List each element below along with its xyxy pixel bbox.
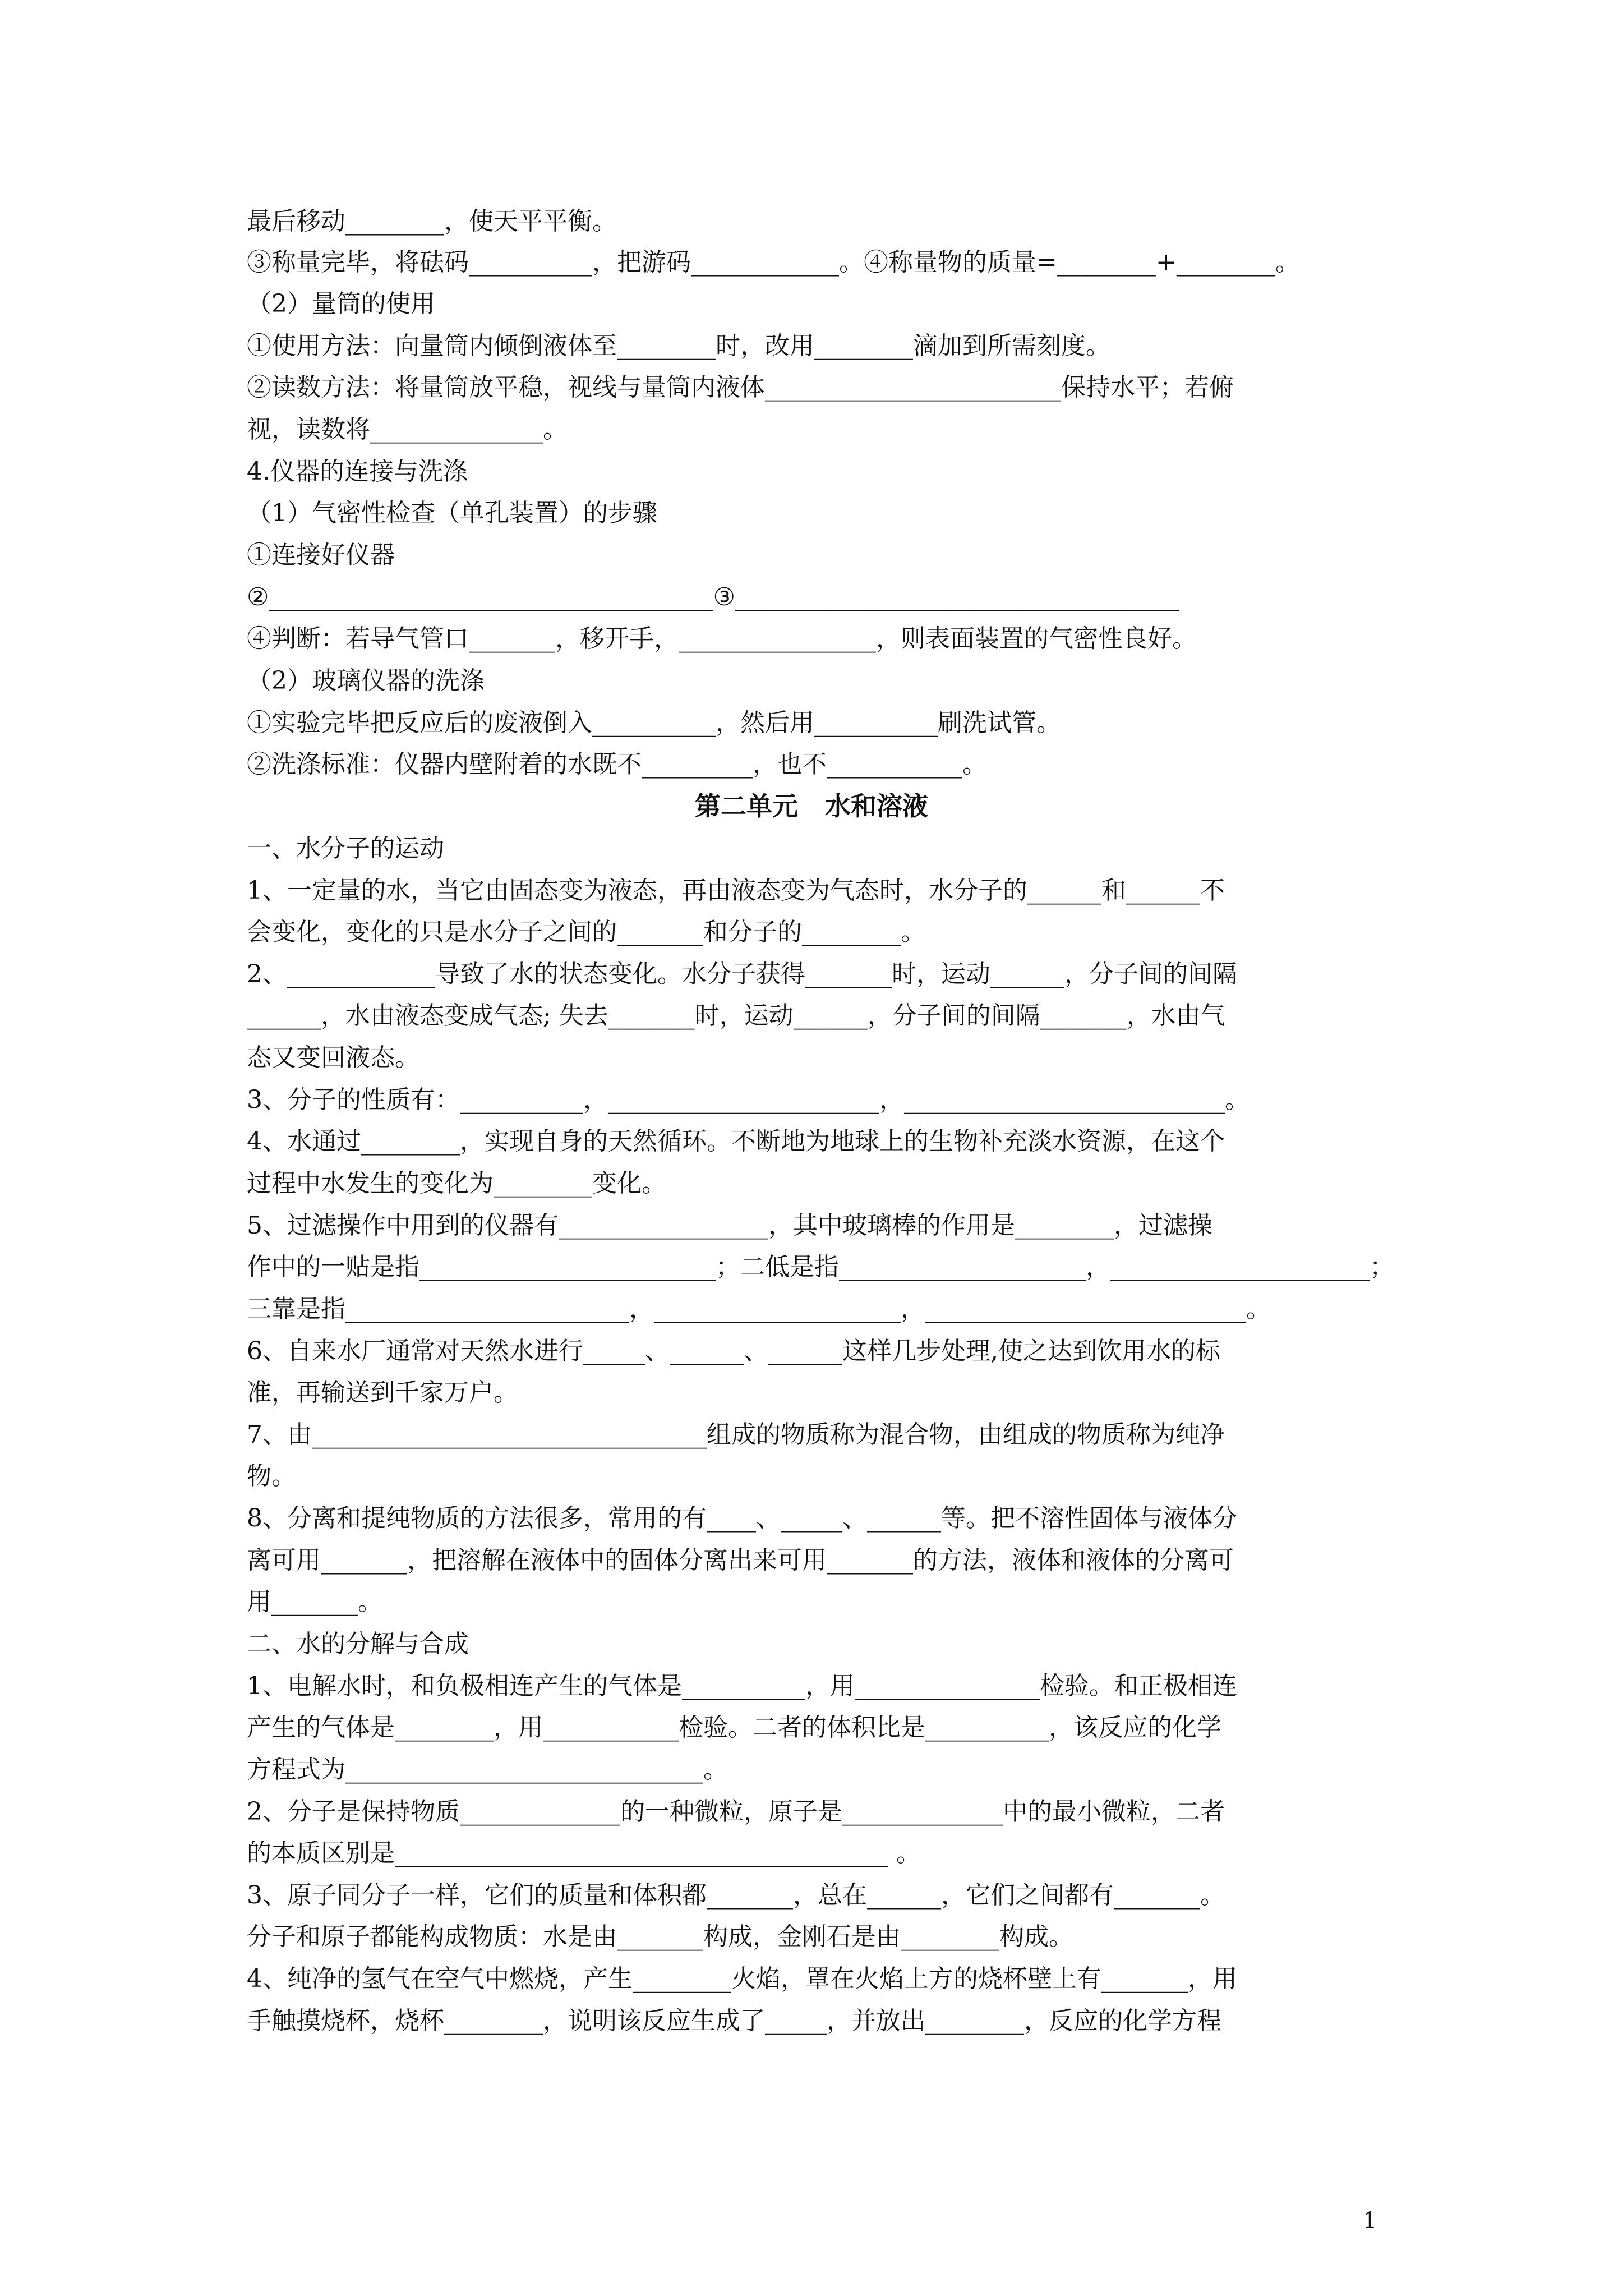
text-line: 视，读数将______________。 bbox=[247, 415, 568, 444]
text-line: （1）气密性检查（单孔装置）的步骤 bbox=[247, 499, 657, 527]
text-line: 准，再输送到千家万户。 bbox=[247, 1378, 518, 1407]
text-line: 1、电解水时，和负极相连产生的气体是__________，用_______________检验。和正极相连 bbox=[247, 1672, 1237, 1700]
text-line: 6、自来水厂通常对天然水进行_____、______、______这样几步处理,使之达到饮用水的标 bbox=[247, 1337, 1220, 1365]
text-line: 三靠是指_______________________，____________________，__________________________。 bbox=[247, 1295, 1271, 1323]
text-line: ①使用方法：向量筒内倾倒液体至________时，改用________滴加到所需刻度。 bbox=[247, 332, 1110, 360]
page-number: 1 bbox=[1363, 2208, 1377, 2234]
text-line: 1、一定量的水，当它由固态变为液态，再由液态变为气态时，水分子的______和______不 bbox=[247, 876, 1225, 905]
text-line: 3、分子的性质有：__________，______________________，__________________________。 bbox=[247, 1085, 1249, 1114]
text-line: 用_______。 bbox=[247, 1588, 382, 1616]
text-line: 5、过滤操作中用到的仪器有_________________，其中玻璃棒的作用是________，过滤操 bbox=[247, 1211, 1212, 1240]
text-line: 2、____________导致了水的状态变化。水分子获得_______时，运动______，分子间的间隔 bbox=[247, 960, 1237, 988]
text-line: （2）玻璃仪器的洗涤 bbox=[247, 666, 485, 695]
text-line: 的本质区别是________________________________________ 。 bbox=[247, 1839, 921, 1867]
text-line: （2）量筒的使用 bbox=[247, 289, 435, 318]
text-line: 4、纯净的氢气在空气中燃烧，产生________火焰，罩在火焰上方的烧杯壁上有_______，用 bbox=[247, 1964, 1237, 1993]
text-line: 作中的一贴是指________________________；二低是指____________________，_____________________； bbox=[247, 1253, 1394, 1281]
text-line: ②读数方法：将量筒放平稳，视线与量筒内液体________________________保持水平；若俯 bbox=[247, 373, 1234, 402]
text-line: 分子和原子都能构成物质：水是由_______构成，金刚石是由________构成。 bbox=[247, 1922, 1073, 1951]
text-line: ①实验完毕把反应后的废液倒入__________，然后用__________刷洗试管。 bbox=[247, 708, 1061, 737]
text-line: 最后移动________，使天平平衡。 bbox=[247, 207, 617, 236]
text-line: ①连接好仪器 bbox=[247, 541, 395, 569]
text-line: 4、水通过________，实现自身的天然循环。不断地为地球上的生物补充淡水资源，在这个 bbox=[247, 1127, 1225, 1156]
text-line: 会变化，变化的只是水分子之间的_______和分子的________。 bbox=[247, 918, 925, 946]
text-line: 产生的气体是________，用___________检验。二者的体积比是__________，该反应的化学 bbox=[247, 1713, 1221, 1742]
section-title: 第二单元 水和溶液 bbox=[694, 791, 929, 821]
text-line: 手触摸烧杯，烧杯________，说明该反应生成了_____，并放出________，反应的化学方程 bbox=[247, 2007, 1221, 2035]
text-line: 方程式为_____________________________。 bbox=[247, 1755, 728, 1784]
text-line: 8、分离和提纯物质的方法很多，常用的有____、_____、______等。把不溶性固体与液体分 bbox=[247, 1504, 1237, 1533]
text-line: ______，水由液态变成气态; 失去_______时，运动______，分子间的间隔_______，水由气 bbox=[247, 1001, 1225, 1030]
text-line: 态又变回液态。 bbox=[247, 1043, 419, 1072]
text-line: 3、原子同分子一样，它们的质量和体积都_______，总在______，它们之间都有_______。 bbox=[247, 1881, 1225, 1910]
text-line: ④判断：若导气管口_______，移开手，________________，则表面装置的气密性良好。 bbox=[247, 624, 1197, 653]
text-line: ③称量完毕，将砝码__________，把游码____________。④称量物的质量=________+________。 bbox=[247, 248, 1300, 277]
section-heading: 一、水分子的运动 bbox=[247, 834, 444, 863]
text-line: 2、分子是保持物质_____________的一种微粒，原子是_____________中的最小微粒，二者 bbox=[247, 1797, 1225, 1826]
text-line: ②____________________________________③____________________________________ bbox=[247, 583, 1179, 611]
text-line: 4.仪器的连接与洗涤 bbox=[247, 457, 468, 486]
text-line: 物。 bbox=[247, 1462, 296, 1490]
text-line: 离可用_______，把溶解在液体中的固体分离出来可用_______的方法，液体和液体的分离可 bbox=[247, 1546, 1234, 1575]
section-heading: 二、水的分解与合成 bbox=[247, 1630, 469, 1658]
text-line: 过程中水发生的变化为________变化。 bbox=[247, 1169, 666, 1198]
text-line: 7、由________________________________组成的物质称为混合物，由组成的物质称为纯净 bbox=[247, 1420, 1225, 1449]
text-line: ②洗涤标准：仪器内壁附着的水既不_________，也不___________。 bbox=[247, 750, 987, 779]
